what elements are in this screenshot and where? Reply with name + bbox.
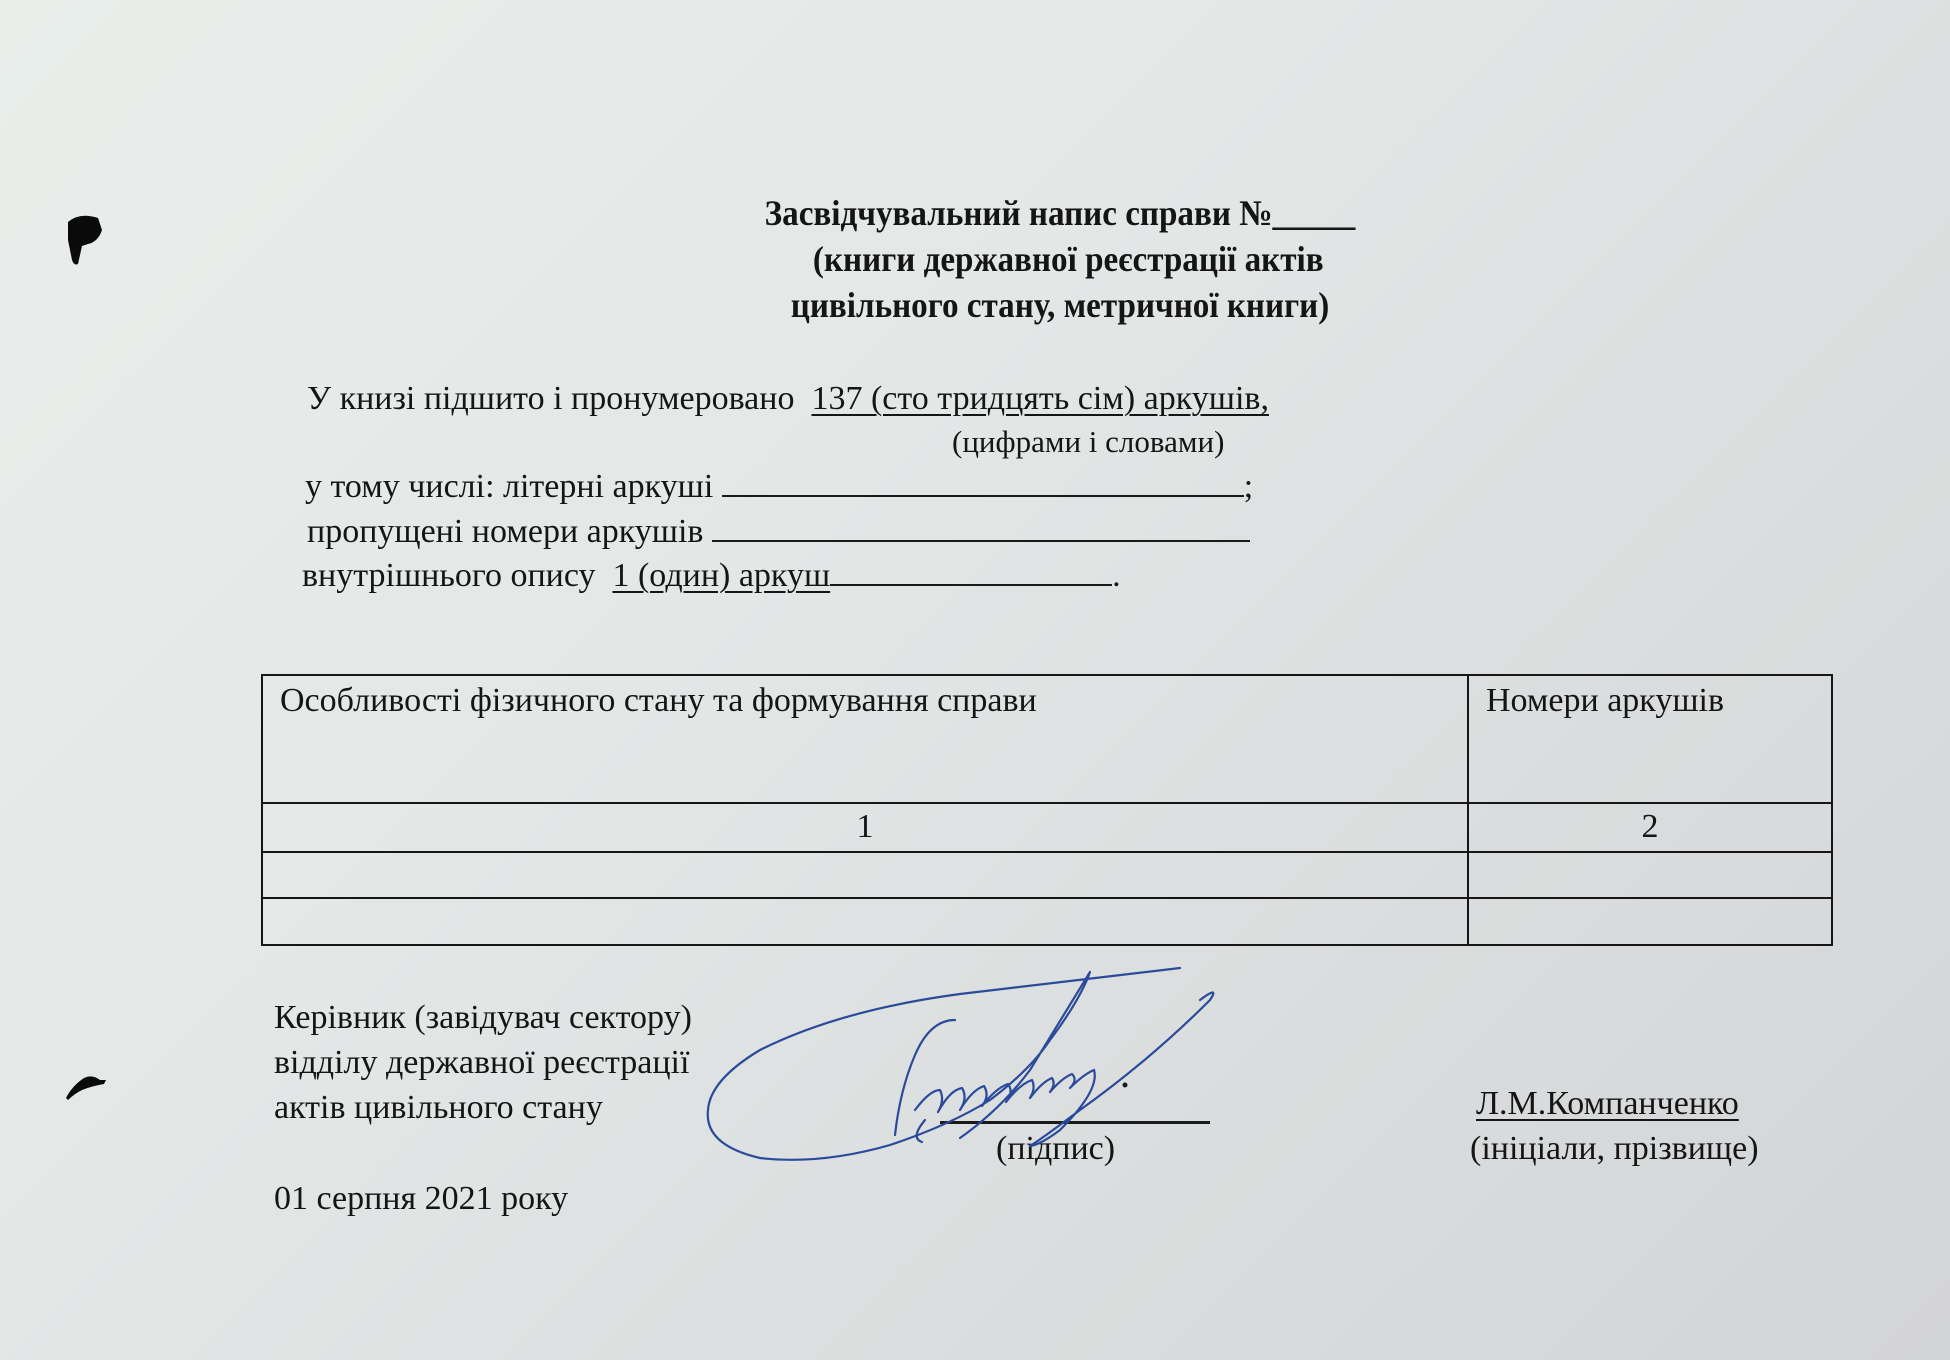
missing-numbers-line xyxy=(307,513,1250,551)
inventory-blank xyxy=(830,558,1112,586)
table-cell[interactable] xyxy=(262,852,1468,899)
header-condition-text: Особливості фізичного стану та формування справи xyxy=(280,682,1037,719)
sheets-count-label: У книзі підшито і пронумеровано xyxy=(307,380,795,417)
inventory-line xyxy=(302,557,1121,595)
sheets-count-line xyxy=(307,380,1269,418)
header-sheet-numbers-text: Номери аркушів xyxy=(1486,682,1725,719)
signatory-name: Л.М.Компанченко xyxy=(1476,1085,1739,1122)
letter-sheets-field[interactable] xyxy=(722,469,1244,497)
table-column-numbers-row xyxy=(262,803,1832,852)
document-date: 01 серпня 2021 року xyxy=(274,1180,569,1217)
missing-numbers-label: пропущені номери аркушів xyxy=(307,513,704,550)
table-cell[interactable] xyxy=(1468,898,1832,945)
table-cell[interactable] xyxy=(1468,852,1832,899)
column-number-1: 1 xyxy=(262,803,1468,852)
table-row xyxy=(262,852,1832,899)
table-header-row xyxy=(262,675,1832,803)
punch-hole-icon xyxy=(58,210,108,270)
title-line-3: цивільного стану, метричної книги) xyxy=(790,285,1330,325)
semicolon: ; xyxy=(1243,468,1254,505)
sheets-count-value: 137 (сто тридцять сім) аркушів, xyxy=(811,380,1269,417)
position-line-3: актів цивільного стану xyxy=(274,1089,603,1126)
handwritten-signature-icon xyxy=(700,960,1420,1180)
sheets-count-hint: (цифрами і словами) xyxy=(952,424,1225,459)
document-title xyxy=(700,190,1420,328)
inventory-value: 1 (один) аркуш xyxy=(612,557,831,594)
letter-sheets-label: у тому числі: літерні аркуші xyxy=(305,468,714,505)
position-line-1: Керівник (завідувач сектору) xyxy=(274,999,692,1036)
header-sheet-numbers xyxy=(1468,675,1832,803)
case-number-blank: _____ xyxy=(1272,193,1356,233)
table-row xyxy=(262,898,1832,945)
case-condition-table xyxy=(261,674,1833,946)
position-line-2: відділу державної реєстрації xyxy=(274,1044,690,1081)
table-cell[interactable] xyxy=(262,898,1468,945)
header-condition xyxy=(262,675,1468,803)
period: . xyxy=(1112,557,1121,594)
column-number-2: 2 xyxy=(1468,803,1832,852)
inventory-label: внутрішнього опису xyxy=(302,557,596,594)
title-line-1: Засвідчувальний напис справи № xyxy=(764,193,1273,233)
position-title xyxy=(274,995,692,1130)
signatory-name-hint: (ініціали, прізвище) xyxy=(1470,1130,1759,1167)
punch-hole-icon xyxy=(62,1070,112,1104)
letter-sheets-line xyxy=(305,468,1253,506)
signature-hint: (підпис) xyxy=(996,1130,1116,1167)
title-line-2: (книги державної реєстрації актів xyxy=(812,239,1324,279)
missing-numbers-field[interactable] xyxy=(712,514,1250,542)
